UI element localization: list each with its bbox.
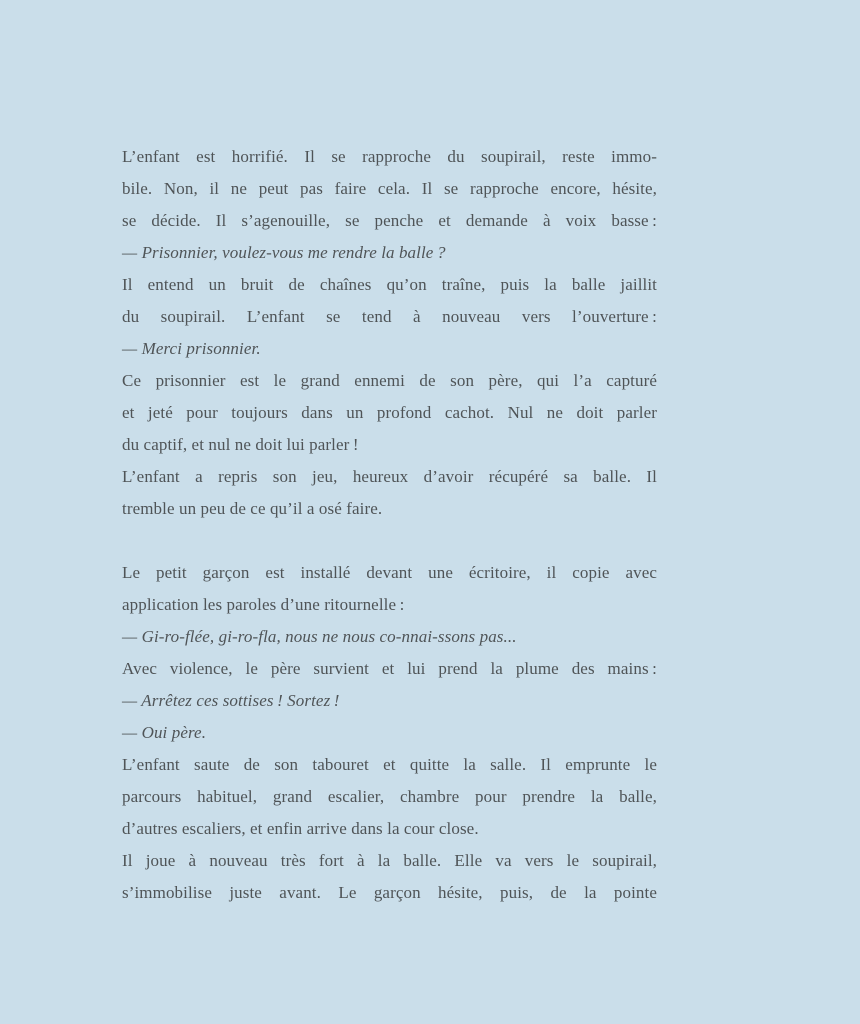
text-line: — Arrêtez ces sottises ! Sortez ! (122, 691, 340, 710)
text-line: Le petit garçon est installé devant une écritoire, il copie avec (122, 563, 657, 582)
text-line: Il entend un bruit de chaînes qu’on traîne, puis la balle jaillit (122, 275, 657, 294)
text-line: tremble un peu de ce qu’il a osé faire. (122, 499, 383, 518)
text-line: Ce prisonnier est le grand ennemi de son père, qui l’a capturé (122, 371, 657, 390)
text-line: — Oui père. (122, 723, 207, 742)
text-line: bile. Non, il ne peut pas faire cela. Il se rapproche encore, hésite, (122, 179, 657, 198)
text-line: se décide. Il s’agenouille, se penche et demande à voix basse : (122, 211, 657, 230)
text-line: et jeté pour toujours dans un profond cachot. Nul ne doit parler (122, 403, 657, 422)
text-line: du captif, et nul ne doit lui parler ! (122, 435, 359, 454)
text-line: — Gi-ro-flée, gi-ro-fla, nous ne nous co-nnai-ssons pas... (122, 627, 517, 646)
page-text (122, 141, 657, 909)
text-line: L’enfant est horrifié. Il se rapproche du soupirail, reste immo- (122, 147, 657, 166)
paragraph (122, 557, 657, 909)
text-line: application les paroles d’une ritournelle : (122, 595, 405, 614)
text-line: — Merci prisonnier. (122, 339, 261, 358)
text-line: L’enfant a repris son jeu, heureux d’avoir récupéré sa balle. Il (122, 467, 657, 486)
text-line: Avec violence, le père survient et lui prend la plume des mains : (122, 659, 657, 678)
paragraph (122, 141, 657, 525)
text-line: parcours habituel, grand escalier, chambre pour prendre la balle, (122, 787, 657, 806)
text-line: — Prisonnier, voulez-vous me rendre la balle ? (122, 243, 446, 262)
text-line: L’enfant saute de son tabouret et quitte la salle. Il emprunte le (122, 755, 657, 774)
text-line: Il joue à nouveau très fort à la balle. Elle va vers le soupirail, (122, 851, 657, 870)
text-line: s’immobilise juste avant. Le garçon hésite, puis, de la pointe (122, 883, 657, 902)
text-line: du soupirail. L’enfant se tend à nouveau vers l’ouverture : (122, 307, 657, 326)
text-line: d’autres escaliers, et enfin arrive dans la cour close. (122, 819, 479, 838)
